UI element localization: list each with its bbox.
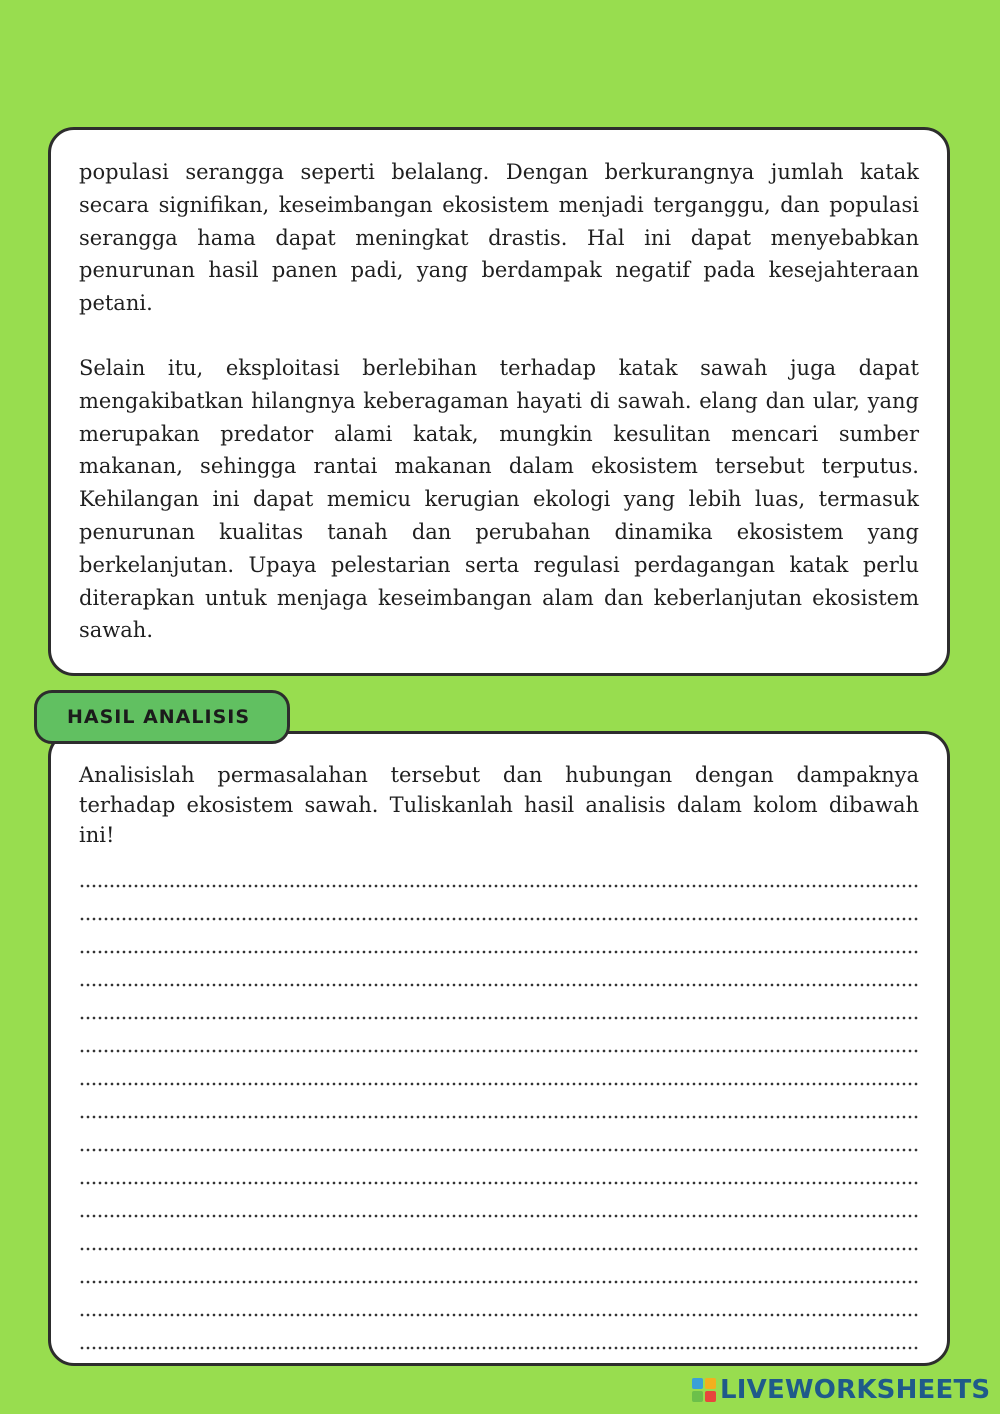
watermark-text: LIVEWORKSHEETS (720, 1375, 991, 1405)
section-title: HASIL ANALISIS (67, 706, 251, 728)
reading-paragraph-2: Selain itu, eksploitasi berlebihan terhadap katak sawah juga dapat mengakibatkan hilangnya keberagaman hayati di sawah. elang dan ular, yang merupakan predator alami katak, mungkin kesulitan mencari sumber makanan, sehingga rantai makanan dalam ekosistem tersebut terputus. Kehilangan ini dapat memicu kerugian ekologi yang lebih luas, termasuk penurunan kualitas tanah dan perubahan dinamika ekosistem yang berkelanjutan. Upaya pelestarian serta regulasi perdagangan katak perlu diterapkan untuk menjaga keseimbangan alam dan keberlanjutan ekosistem sawah. (79, 355, 919, 643)
reading-card (48, 127, 950, 676)
answer-line[interactable] (79, 1021, 919, 1054)
answer-area[interactable] (79, 856, 919, 1351)
answer-line[interactable] (79, 1186, 919, 1219)
liveworksheets-logo-icon (692, 1378, 716, 1402)
logo-square (705, 1391, 716, 1402)
logo-square (692, 1391, 703, 1402)
answer-line[interactable] (79, 1153, 919, 1186)
answer-line[interactable] (79, 889, 919, 922)
reading-paragraph-1: populasi serangga seperti belalang. Dengan berkurangnya jumlah katak secara signifikan, keseimbangan ekosistem menjadi terganggu, dan populasi serangga hama dapat meningkat drastis. Hal ini dapat menyebabkan penurunan hasil panen padi, yang berdampak negatif pada kesejahteraan petani. (79, 160, 919, 316)
answer-line[interactable] (79, 1087, 919, 1120)
section-tab (34, 690, 290, 744)
answer-line[interactable] (79, 1285, 919, 1318)
answer-line[interactable] (79, 1318, 919, 1351)
watermark (692, 1374, 990, 1406)
answer-line[interactable] (79, 955, 919, 988)
answer-line[interactable] (79, 1120, 919, 1153)
analysis-instruction: Analisislah permasalahan tersebut dan hubungan dengan dampaknya terhadap ekosistem sawah. Tuliskanlah hasil analisis dalam kolom dibawah ini! (79, 763, 919, 847)
answer-line[interactable] (79, 922, 919, 955)
answer-line[interactable] (79, 856, 919, 889)
logo-square (705, 1378, 716, 1389)
analysis-card (48, 731, 950, 1366)
answer-line[interactable] (79, 988, 919, 1021)
answer-line[interactable] (79, 1219, 919, 1252)
logo-square (692, 1378, 703, 1389)
answer-line[interactable] (79, 1054, 919, 1087)
answer-line[interactable] (79, 1252, 919, 1285)
